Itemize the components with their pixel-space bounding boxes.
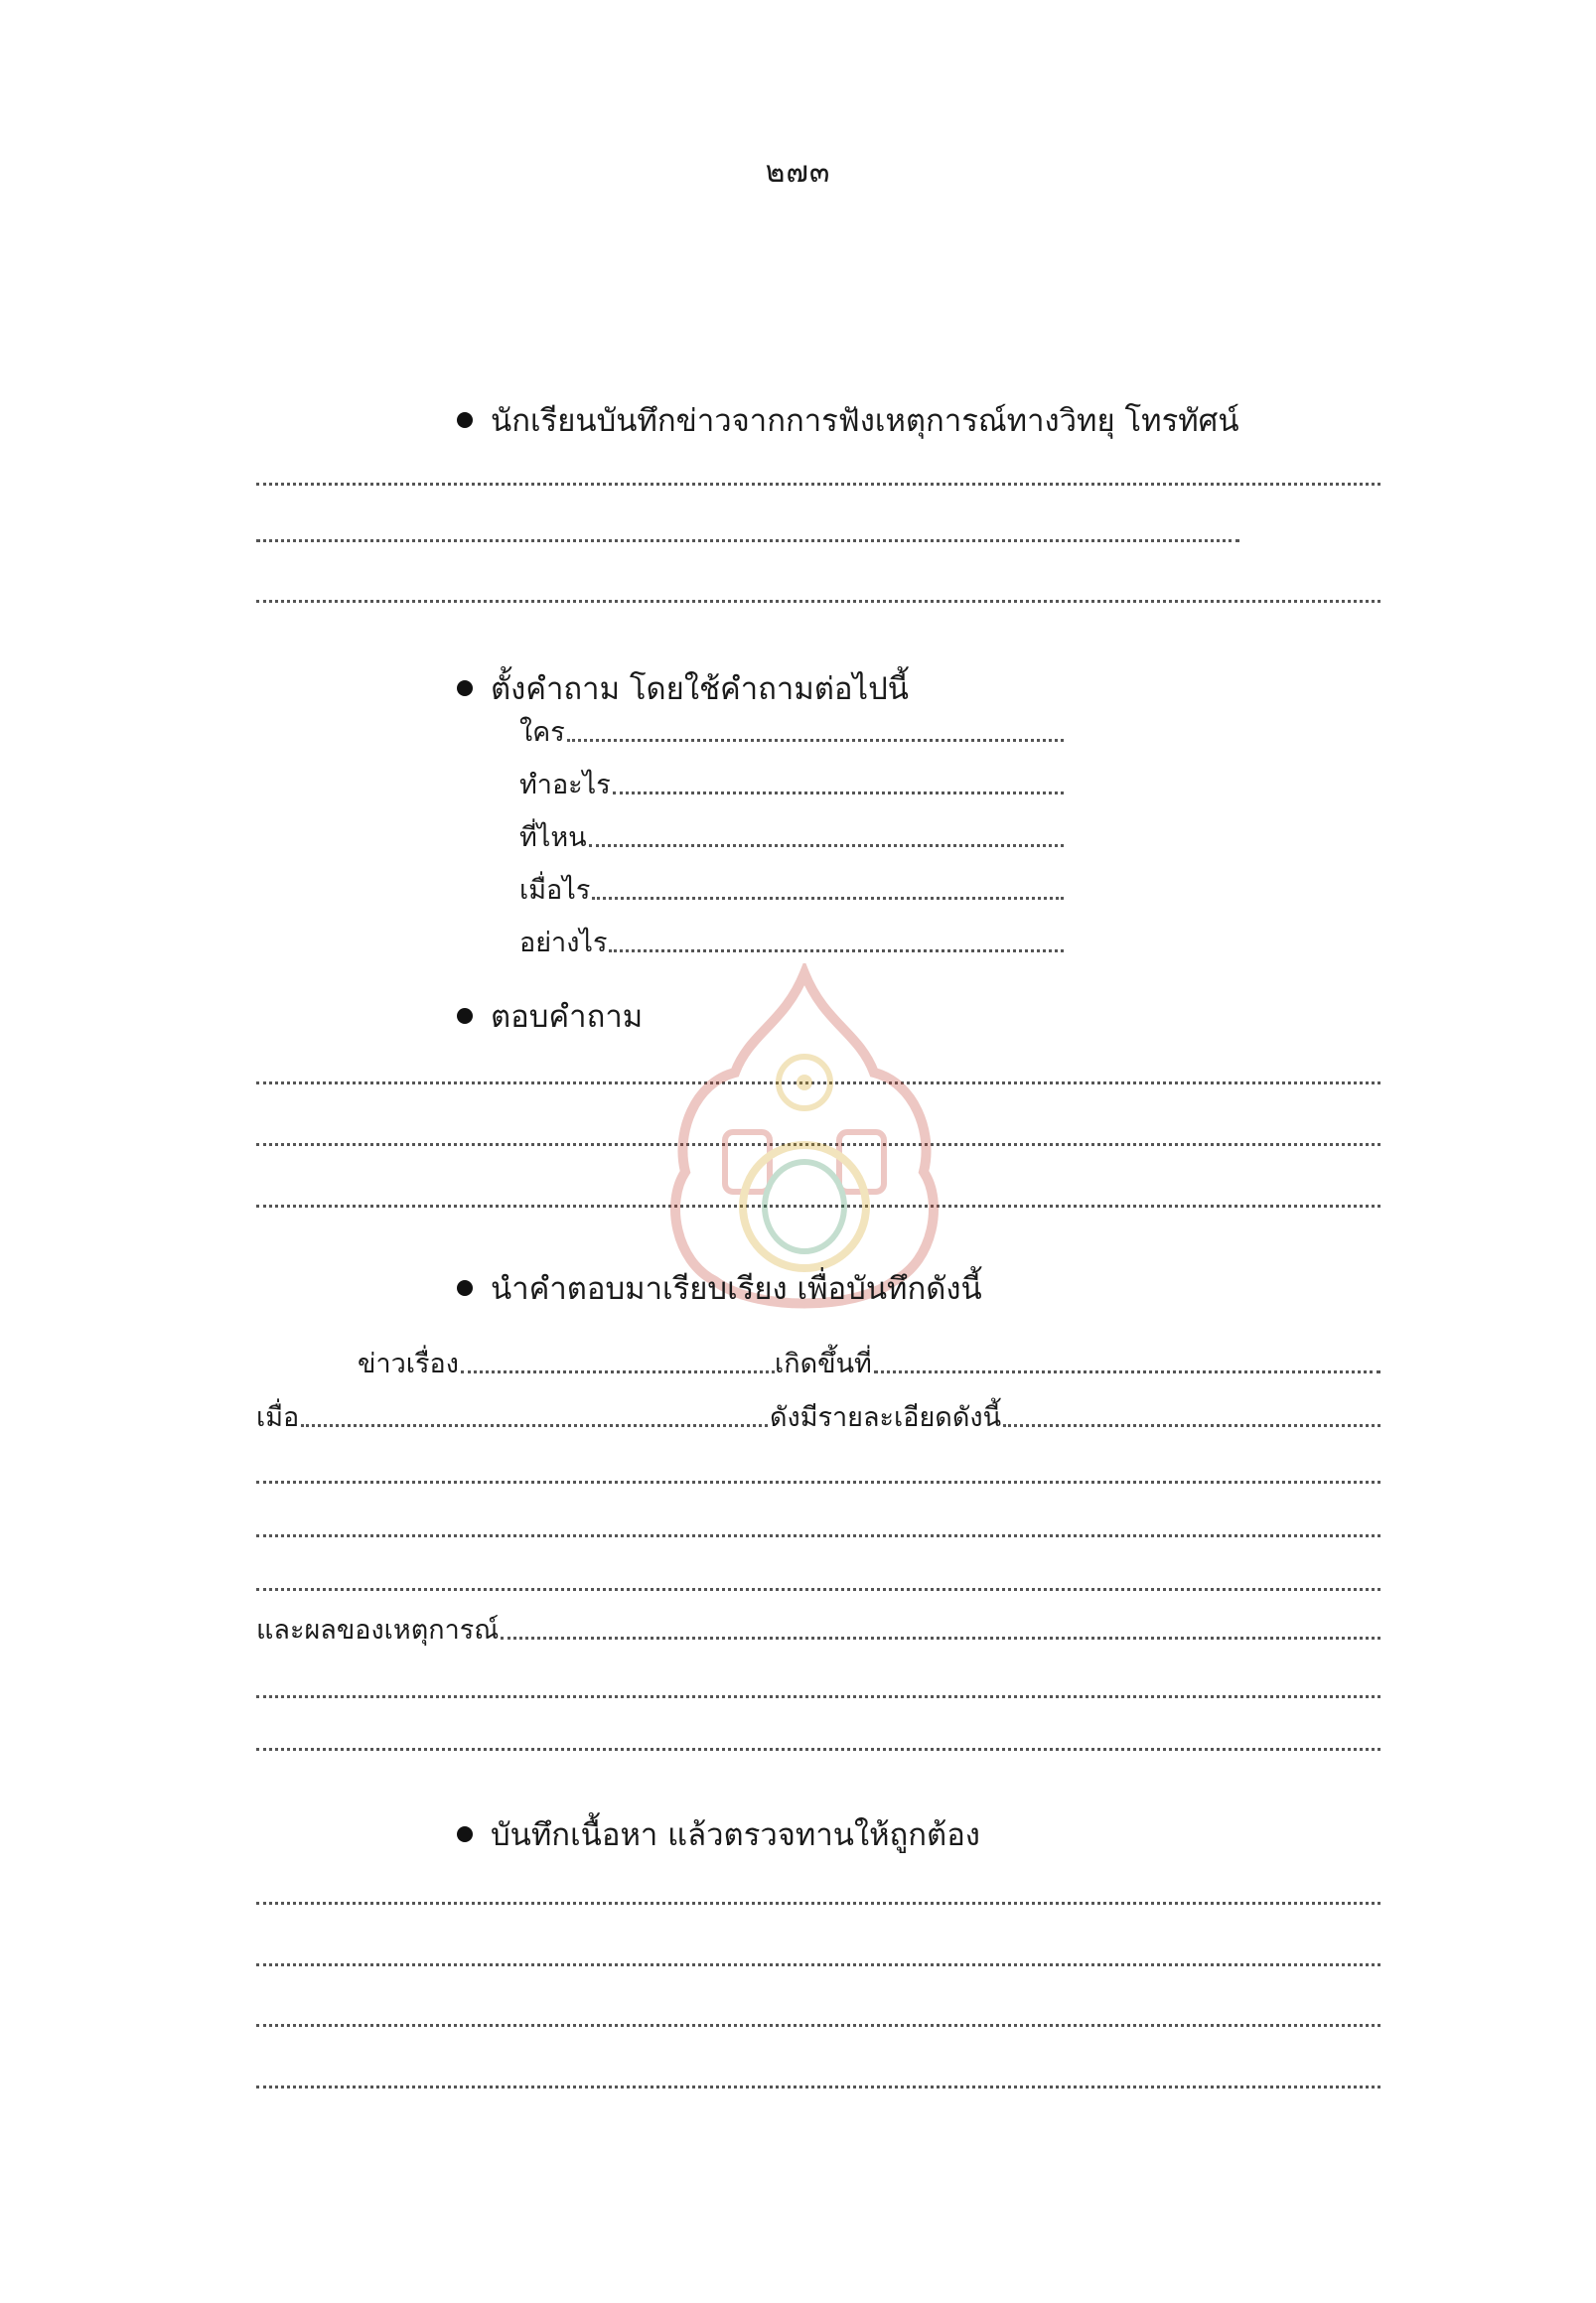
blank-answer-line[interactable] xyxy=(256,1534,1380,1537)
field-label: เมื่อ xyxy=(256,1402,300,1433)
question-row-where[interactable] xyxy=(519,824,1064,851)
blank-fill-line[interactable] xyxy=(592,897,1064,900)
blank-fill-line[interactable] xyxy=(1003,1424,1380,1427)
question-row-what[interactable] xyxy=(519,772,1064,798)
blank-fill-line[interactable] xyxy=(609,949,1064,952)
section-heading-ask-questions xyxy=(457,663,909,713)
blank-fill-line[interactable] xyxy=(874,1370,1380,1373)
question-label: เมื่อไร xyxy=(519,875,591,906)
blank-answer-line[interactable] xyxy=(256,2024,1380,2027)
blank-answer-line[interactable] xyxy=(256,2086,1380,2088)
field-news-story[interactable] xyxy=(358,1351,775,1377)
section-heading-compose-answers xyxy=(457,1263,982,1313)
blank-fill-line[interactable] xyxy=(501,1637,1380,1640)
section-heading-answer-questions xyxy=(457,991,643,1041)
page-number: ๒๗๓ xyxy=(765,155,831,190)
field-happened-at[interactable] xyxy=(775,1351,1380,1377)
question-label: ทำอะไร xyxy=(519,770,611,800)
blank-answer-line[interactable] xyxy=(256,1205,1380,1208)
field-details[interactable] xyxy=(770,1404,1380,1431)
blank-fill-line[interactable] xyxy=(589,844,1064,847)
question-label: ใคร xyxy=(519,717,565,748)
question-row-who[interactable] xyxy=(519,719,1064,746)
section-heading-text: นักเรียนบันทึกข่าวจากการฟังเหตุการณ์ทางวิทยุ โทรทัศน์ xyxy=(491,403,1239,439)
blank-fill-line[interactable] xyxy=(301,1424,768,1427)
field-label: ข่าวเรื่อง xyxy=(358,1349,459,1379)
blank-answer-line[interactable] xyxy=(256,1748,1380,1751)
blank-answer-line[interactable] xyxy=(256,1481,1380,1484)
field-results[interactable] xyxy=(256,1617,1380,1644)
section-heading-text: ตอบคำถาม xyxy=(491,999,644,1035)
section-heading-record-news xyxy=(457,395,1239,445)
question-label: อย่างไร xyxy=(519,928,608,958)
blank-answer-line[interactable] xyxy=(256,1695,1380,1698)
section-heading-text: บันทึกเนื้อหา แล้วตรวจทานให้ถูกต้อง xyxy=(491,1817,980,1853)
blank-answer-line[interactable] xyxy=(256,1963,1380,1966)
bullet-icon xyxy=(457,1280,473,1296)
blank-answer-line[interactable] xyxy=(256,1143,1380,1146)
section-heading-text: นำคำตอบมาเรียบเรียง เพื่อบันทึกดังนี้ xyxy=(491,1271,982,1307)
blank-fill-line[interactable] xyxy=(613,792,1064,794)
blank-answer-line[interactable] xyxy=(256,539,1239,542)
bullet-icon xyxy=(457,412,473,428)
blank-answer-line[interactable] xyxy=(256,1902,1380,1905)
question-row-when[interactable] xyxy=(519,877,1064,904)
blank-fill-line[interactable] xyxy=(567,739,1064,742)
section-heading-record-content xyxy=(457,1809,980,1859)
blank-fill-line[interactable] xyxy=(461,1370,775,1373)
field-label: และผลของเหตุการณ์ xyxy=(256,1615,500,1646)
blank-answer-line[interactable] xyxy=(256,1588,1380,1591)
bullet-icon xyxy=(457,1008,473,1024)
question-label: ที่ไหน xyxy=(519,822,587,853)
question-row-how[interactable] xyxy=(519,930,1064,956)
blank-answer-line[interactable] xyxy=(256,483,1380,486)
section-heading-text: ตั้งคำถาม โดยใช้คำถามต่อไปนี้ xyxy=(491,671,909,707)
field-label: ดังมีรายละเอียดดังนี้ xyxy=(770,1402,1002,1433)
field-label: เกิดขึ้นที่ xyxy=(775,1349,872,1379)
bullet-icon xyxy=(457,680,473,696)
blank-answer-line[interactable] xyxy=(256,600,1380,603)
field-when[interactable] xyxy=(256,1404,768,1431)
blank-answer-line[interactable] xyxy=(256,1081,1380,1084)
bullet-icon xyxy=(457,1826,473,1842)
